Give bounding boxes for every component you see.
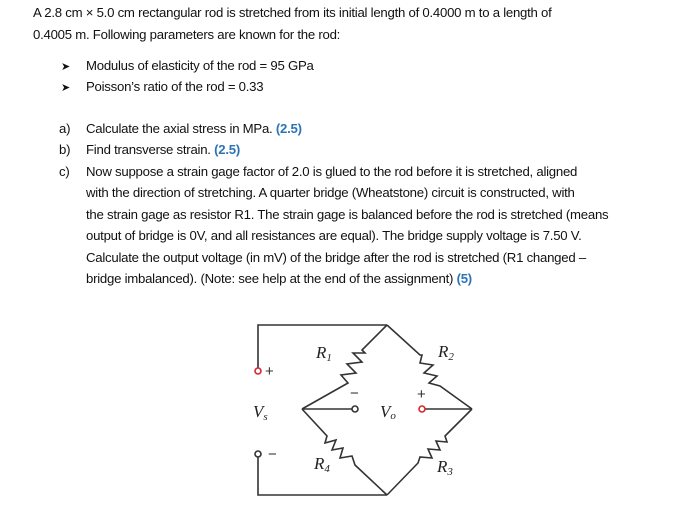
- vs-plus-sign: +: [265, 363, 274, 380]
- arrow-bullet-icon: ➤: [61, 61, 70, 73]
- intro-line-1: A 2.8 cm × 5.0 cm rectangular rod is stretched from its initial length of 0.4000 m to a length of: [33, 5, 552, 20]
- label-r1: R1: [316, 343, 332, 364]
- question-c-line: Calculate the output voltage (in mV) of the bridge after the rod is stretched (R1 changed –: [86, 250, 586, 265]
- label-vs: Vs: [253, 402, 268, 423]
- resistor-r2: [387, 325, 472, 409]
- vo-plus-sign: +: [417, 386, 426, 403]
- question-a-text: Calculate the axial stress in MPa. (2.5): [86, 121, 302, 136]
- question-c-line: with the direction of stretching. A quarter bridge (Wheatstone) circuit is constructed, with: [86, 185, 575, 200]
- vo-plus-terminal: [419, 406, 425, 412]
- question-c-marker: c): [59, 164, 70, 179]
- label-vo: Vo: [380, 402, 396, 422]
- question-b-text: Find transverse strain. (2.5): [86, 142, 241, 157]
- resistor-r3: [387, 409, 472, 495]
- resistor-r4: [302, 409, 387, 495]
- vo-minus-sign: −: [350, 385, 359, 402]
- arrow-bullet-icon: ➤: [61, 82, 70, 94]
- bullet-poisson: Poisson’s ratio of the rod = 0.33: [86, 79, 264, 94]
- points-badge: (2.5): [275, 121, 302, 136]
- question-c-line: Now suppose a strain gage factor of 2.0 is glued to the rod before it is stretched, aligned: [86, 164, 578, 179]
- vo-minus-terminal: [352, 406, 358, 412]
- question-c-line: output of bridge is 0V, and all resistances are equal). The bridge supply voltage is 7.50 V.: [86, 228, 582, 243]
- bullet-modulus: Modulus of elasticity of the rod = 95 GPa: [86, 58, 314, 73]
- points-badge: (2.5): [214, 142, 241, 157]
- question-b-marker: b): [59, 142, 71, 157]
- label-r2: R2: [438, 342, 454, 363]
- label-r4: R4: [314, 454, 330, 475]
- vs-minus-terminal: [255, 451, 261, 457]
- question-c-line: the strain gage as resistor R1. The strain gage is balanced before the rod is stretched (means: [86, 207, 609, 222]
- vs-plus-terminal: [255, 368, 261, 374]
- question-c-line: bridge imbalanced). (Note: see help at the end of the assignment) (5): [86, 271, 472, 286]
- label-r3: R3: [437, 457, 453, 478]
- question-a-marker: a): [59, 121, 71, 136]
- points-badge: (5): [456, 271, 472, 286]
- resistor-r1: [302, 325, 387, 409]
- intro-line-2: 0.4005 m. Following parameters are known for the rod:: [33, 27, 341, 42]
- vs-minus-sign: −: [268, 446, 277, 463]
